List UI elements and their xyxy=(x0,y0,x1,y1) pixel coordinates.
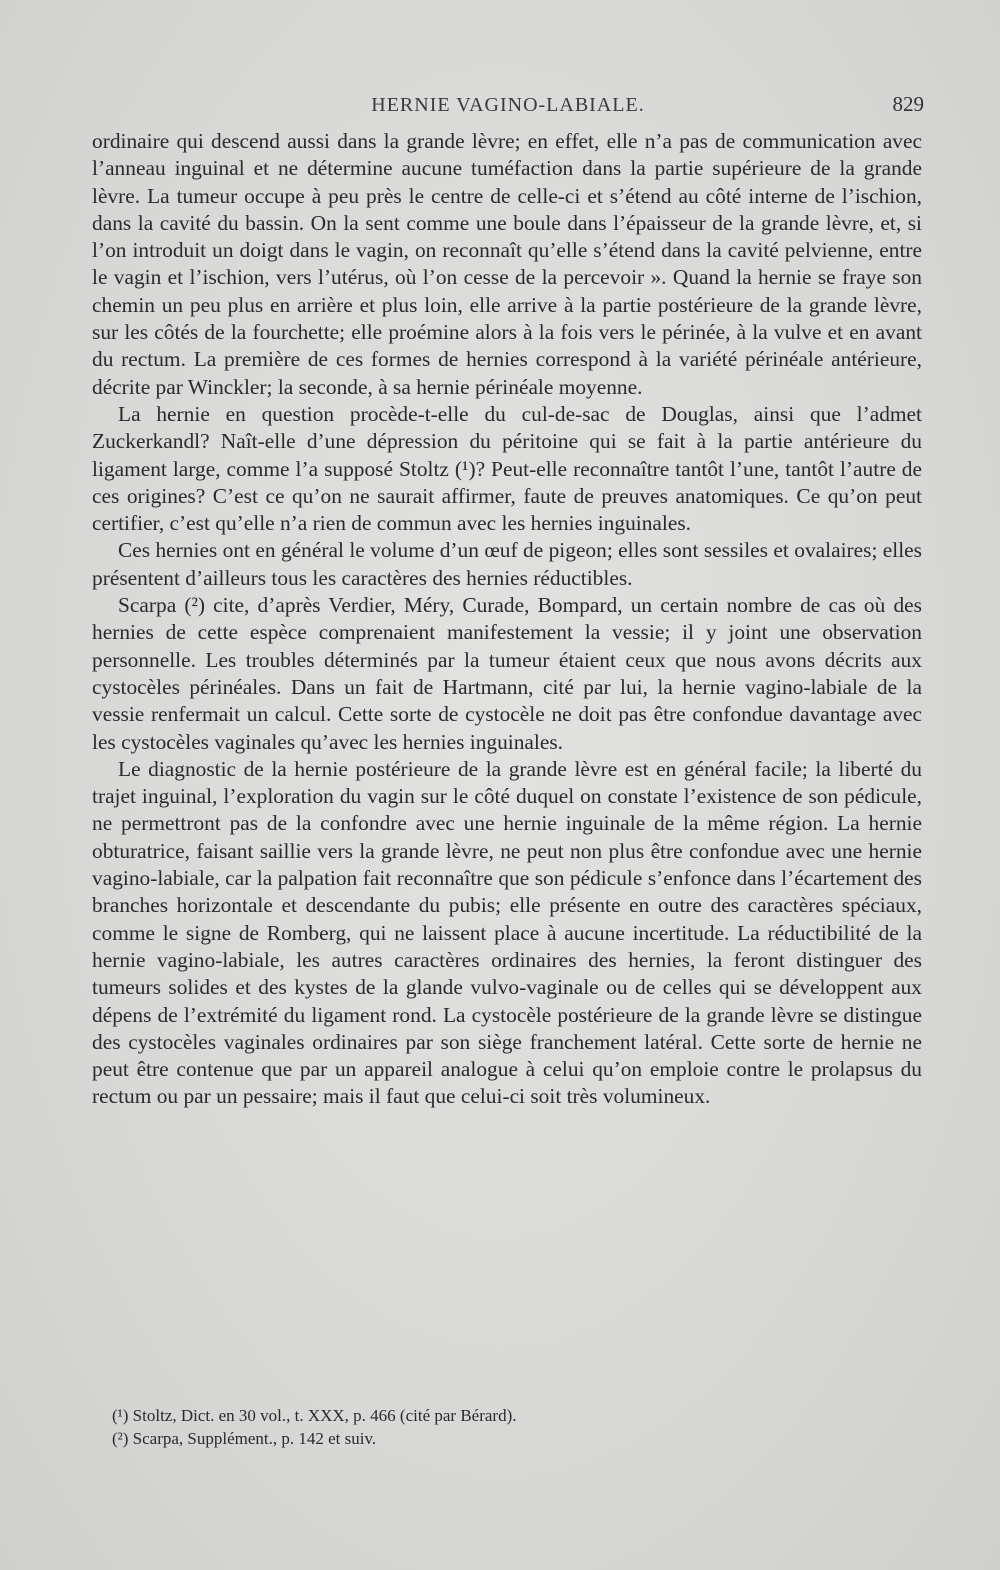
footnote-2: (²) Scarpa, Supplément., p. 142 et suiv. xyxy=(112,1429,377,1448)
paragraph-1: ordinaire qui descend aussi dans la grande lèvre; en effet, elle n’a pas de communication avec l’anneau inguinal et ne détermine aucune tuméfaction dans la partie supérieure de la grande lèvre. La tumeur occupe à peu près le centre de celle-ci et s’étend au côté interne de l’ischion, dans la cavité du bassin. On la sent comme une boule dans l’épaisseur de la grande lèvre, et, si l’on introduit un doigt dans le vagin, on reconnaît qu’elle s’étend dans la cavité pelvienne, entre le vagin et l’ischion, vers l’utérus, où l’on cesse de la percevoir ». Quand la hernie se fraye son chemin un peu plus en arrière et plus loin, elle arrive à la partie postérieure de la grande lèvre, sur les côtés de la fourchette; elle proémine alors à la fois vers le périnée, à la vulve et en avant du rectum. La première de ces formes de hernies correspond à la variété périnéale antérieure, décrite par Winckler; la seconde, à sa hernie périnéale moyenne. xyxy=(92,129,922,399)
running-head xyxy=(92,92,924,122)
footnotes xyxy=(112,1404,812,1450)
paragraph-5: Le diagnostic de la hernie postérieure de la grande lèvre est en général facile; la liberté du trajet inguinal, l’exploration du vagin sur le côté duquel on constate l’existence de son pédicule, ne permettront pas de la confondre avec une hernie inguinale de la même région. La hernie obturatrice, faisant saillie vers la grande lèvre, ne peut non plus être confondue avec une hernie vagino-labiale, car la palpation fait reconnaître que son pédicule s’enfonce dans l’écartement des branches horizontale et descendante du pubis; elle présente en outre des caractères spéciaux, comme le signe de Romberg, qui ne laissent place à aucune incertitude. La réductibilité de la hernie vagino-labiale, les autres caractères ordinaires des hernies, la feront distinguer des tumeurs solides et des kystes de la glande vulvo-vaginale ou de celles qui se développent aux dépens de l’extrémité du ligament rond. La cystocèle postérieure de la grande lèvre se distingue des cystocèles vaginales ordinaires par son siège franchement latéral. Cette sorte de hernie ne peut être contenue que par un appareil analogue à celui qu’on emploie contre le prolapsus du rectum ou par un pessaire; mais il faut que celui-ci soit très volumineux. xyxy=(92,756,922,1109)
paragraph-4: Scarpa (²) cite, d’après Verdier, Méry, Curade, Bompard, un certain nombre de cas où des hernies de cette espèce comprenaient manifestement la vessie; il y joint une observation personnelle. Les troubles déterminés par la tumeur étaient ceux que nous avons décrits aux cystocèles périnéales. Dans un fait de Hartmann, cité par lui, la hernie vagino-labiale de la vessie renfermait un calcul. Cette sorte de cystocèle ne doit pas être confondue davantage avec les cystocèles vaginales qu’avec les hernies inguinales. xyxy=(92,593,922,754)
page-number: 829 xyxy=(892,92,924,116)
paragraph-3: Ces hernies ont en général le volume d’un œuf de pigeon; elles sont sessiles et ovalaires; elles présentent d’ailleurs tous les caractères des hernies réductibles. xyxy=(92,538,922,590)
footnote-1: (¹) Stoltz, Dict. en 30 vol., t. XXX, p. 466 (cité par Bérard). xyxy=(112,1406,517,1425)
paragraph-2: La hernie en question procède-t-elle du cul-de-sac de Douglas, ainsi que l’admet Zuckerkandl? Naît-elle d’une dépression du péritoine qui se fait à la partie antérieure du ligament large, comme l’a supposé Stoltz (¹)? Peut-elle reconnaître tantôt l’une, tantôt l’autre de ces origines? C’est ce qu’on ne saurait affirmer, faute de preuves anatomiques. Ce qu’on peut certifier, c’est qu’elle n’a rien de commun avec les hernies inguinales. xyxy=(92,401,922,536)
body-text xyxy=(92,128,922,1111)
running-title: HERNIE VAGINO-LABIALE. xyxy=(371,94,645,116)
